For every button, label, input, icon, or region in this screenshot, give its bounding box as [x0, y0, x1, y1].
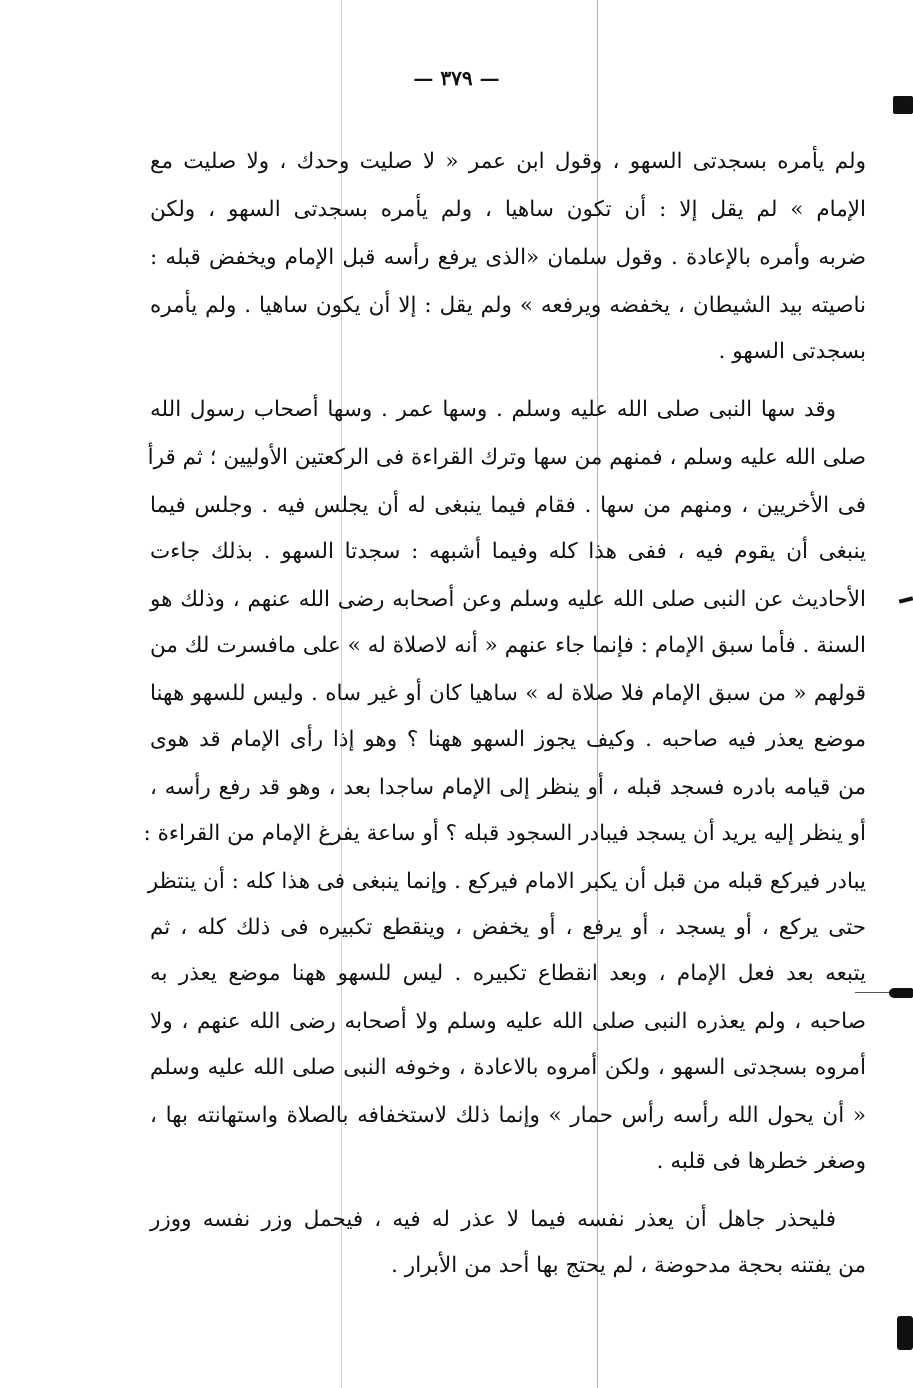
- text-line: ضربه وأمره بالإعادة . وقول سلمان «الذى يرفع رأسه قبل الإمام ويخفض قبله :: [150, 245, 866, 270]
- margin-ink-mark: [889, 988, 913, 998]
- text-line: ولم يأمره بسجدتى السهو ، وقول ابن عمر « لا صليت وحدك ، ولا صليت مع: [150, 149, 866, 174]
- text-line: السنة . فأما سبق الإمام : فإنما جاء عنهم « أنه لاصلاة له » على مافسرت لك من: [150, 633, 866, 658]
- text-line: فليحذر جاهل أن يعذر نفسه فيما لا عذر له فيه ، فيحمل وزر نفسه ووزر: [150, 1207, 836, 1232]
- text-line: يتبعه بعد فعل الإمام ، وبعد انقطاع تكبيره . ليس للسهو ههنا موضع يعذر به: [150, 961, 866, 986]
- text-line: فى الأخريين ، ومنهم من سها . فقام فيما ينبغى له أن يجلس فيه . وجلس فيما: [150, 493, 866, 518]
- page-number: — ٣٧٩ —: [413, 66, 500, 90]
- text-line: من يفتنه بحجة مدحوضة ، لم يحتج بها أحد من الأبرار .: [391, 1253, 866, 1278]
- margin-ink-mark-top: [893, 96, 913, 114]
- text-line: ينبغى أن يقوم فيه ، ففى هذا كله وفيما أشبهه : سجدتا السهو . بذلك جاءت: [150, 539, 866, 564]
- text-line: الأحاديث عن النبى صلى الله عليه وسلم وعن أصحابه رضى الله عنهم ، وذلك هو: [150, 587, 866, 612]
- text-line: وصغر خطرها فى قلبه .: [656, 1149, 866, 1174]
- text-line: حتى يركع ، أو يسجد ، أو يرفع ، أو يخفض ، وينقطع تكبيره فى ذلك كله ، ثم: [150, 915, 866, 940]
- text-line: أو ينظر إليه يريد أن يسجد فيبادر السجود قبله ؟ أو ساعة يفرغ الإمام من القراءة :: [143, 821, 866, 846]
- text-line: من قيامه بادره فسجد قبله ، أو ينظر إلى الإمام ساجدا بعد ، وهو قد رفع رأسه ،: [150, 775, 866, 800]
- text-line: صاحبه ، ولم يعذره النبى صلى الله عليه وسلم ولا أصحابه رضى الله عنهم ، ولا: [150, 1009, 866, 1034]
- text-line: يبادر فيركع قبله من قبل أن يكبر الامام فيركع . وإنما ينبغى فى هذا كله : أن ينتظر: [147, 869, 866, 894]
- margin-ink-mark: [899, 596, 913, 603]
- text-line: أمروه بسجدتى السهو ، ولكن أمروه بالاعادة ، وخوفه النبى صلى الله عليه وسلم: [150, 1055, 866, 1080]
- text-line: بسجدتى السهو .: [718, 339, 866, 364]
- text-line: ناصيته بيد الشيطان ، يخفضه ويرفعه » ولم يقل : إلا أن يكون ساهيا . ولم يأمره: [150, 293, 866, 318]
- margin-ink-mark-bottom: [897, 1316, 913, 1350]
- text-line: صلى الله عليه وسلم ، فمنهم من سها وترك القراءة فى الركعتين الأوليين ؛ ثم قرأ: [147, 445, 866, 470]
- text-line: « أن يحول الله رأسه رأس حمار » وإنما ذلك لاستخفافه بالصلاة واستهانته بها ،: [150, 1103, 866, 1128]
- text-line: قولهم « من سبق الإمام فلا صلاة له » ساهيا كان أو غير ساه . وليس للسهو ههنا: [150, 681, 866, 706]
- text-line: الإمام » لم يقل إلا : أن تكون ساهيا ، ولم يأمره بسجدتى السهو ، ولكن: [150, 197, 866, 222]
- text-line: موضع يعذر فيه صاحبه . وكيف يجوز السهو ههنا ؟ وهو إذا رأى الإمام قد هوى: [150, 727, 866, 752]
- text-line: وقد سها النبى صلى الله عليه وسلم . وسها عمر . وسها أصحاب رسول الله: [150, 397, 836, 422]
